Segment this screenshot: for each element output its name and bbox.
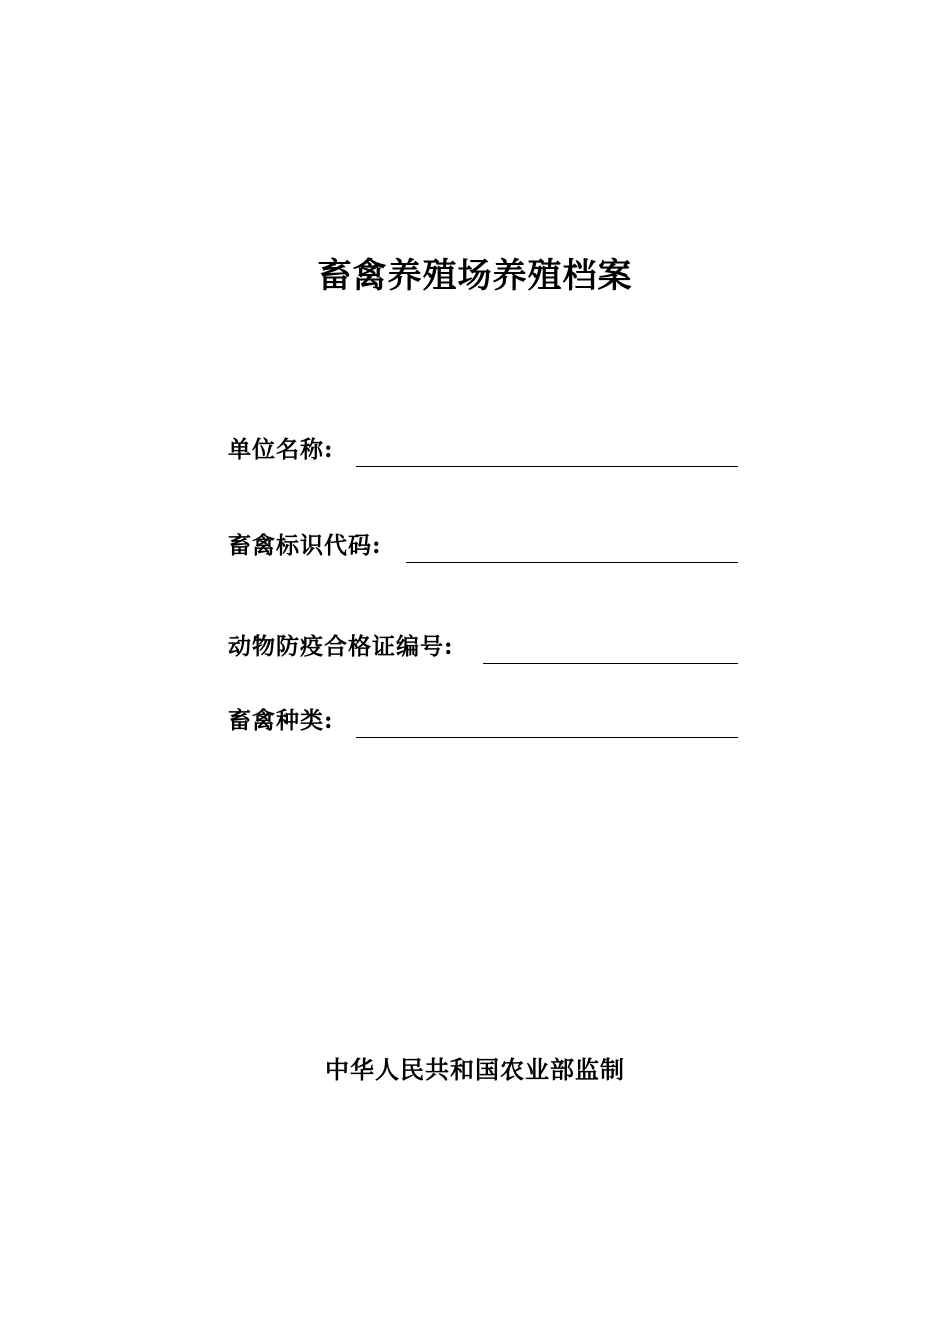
issuer-footer: 中华人民共和国农业部监制 — [325, 1055, 625, 1084]
epidemic-certificate-number-label: 动物防疫合格证编号: — [228, 633, 454, 660]
epidemic-certificate-number-line[interactable] — [483, 663, 738, 664]
document-title: 畜禽养殖场养殖档案 — [317, 256, 633, 296]
unit-name-line[interactable] — [356, 466, 738, 467]
unit-name-label: 单位名称: — [228, 436, 334, 463]
livestock-id-code-line[interactable] — [406, 562, 738, 563]
livestock-type-label: 畜禽种类: — [228, 707, 334, 734]
livestock-id-code-field[interactable] — [228, 522, 738, 562]
epidemic-certificate-number-field[interactable] — [228, 623, 738, 663]
livestock-type-field[interactable] — [228, 697, 738, 737]
unit-name-field[interactable] — [228, 426, 738, 466]
livestock-id-code-label: 畜禽标识代码: — [228, 532, 382, 559]
livestock-type-line[interactable] — [356, 737, 738, 738]
